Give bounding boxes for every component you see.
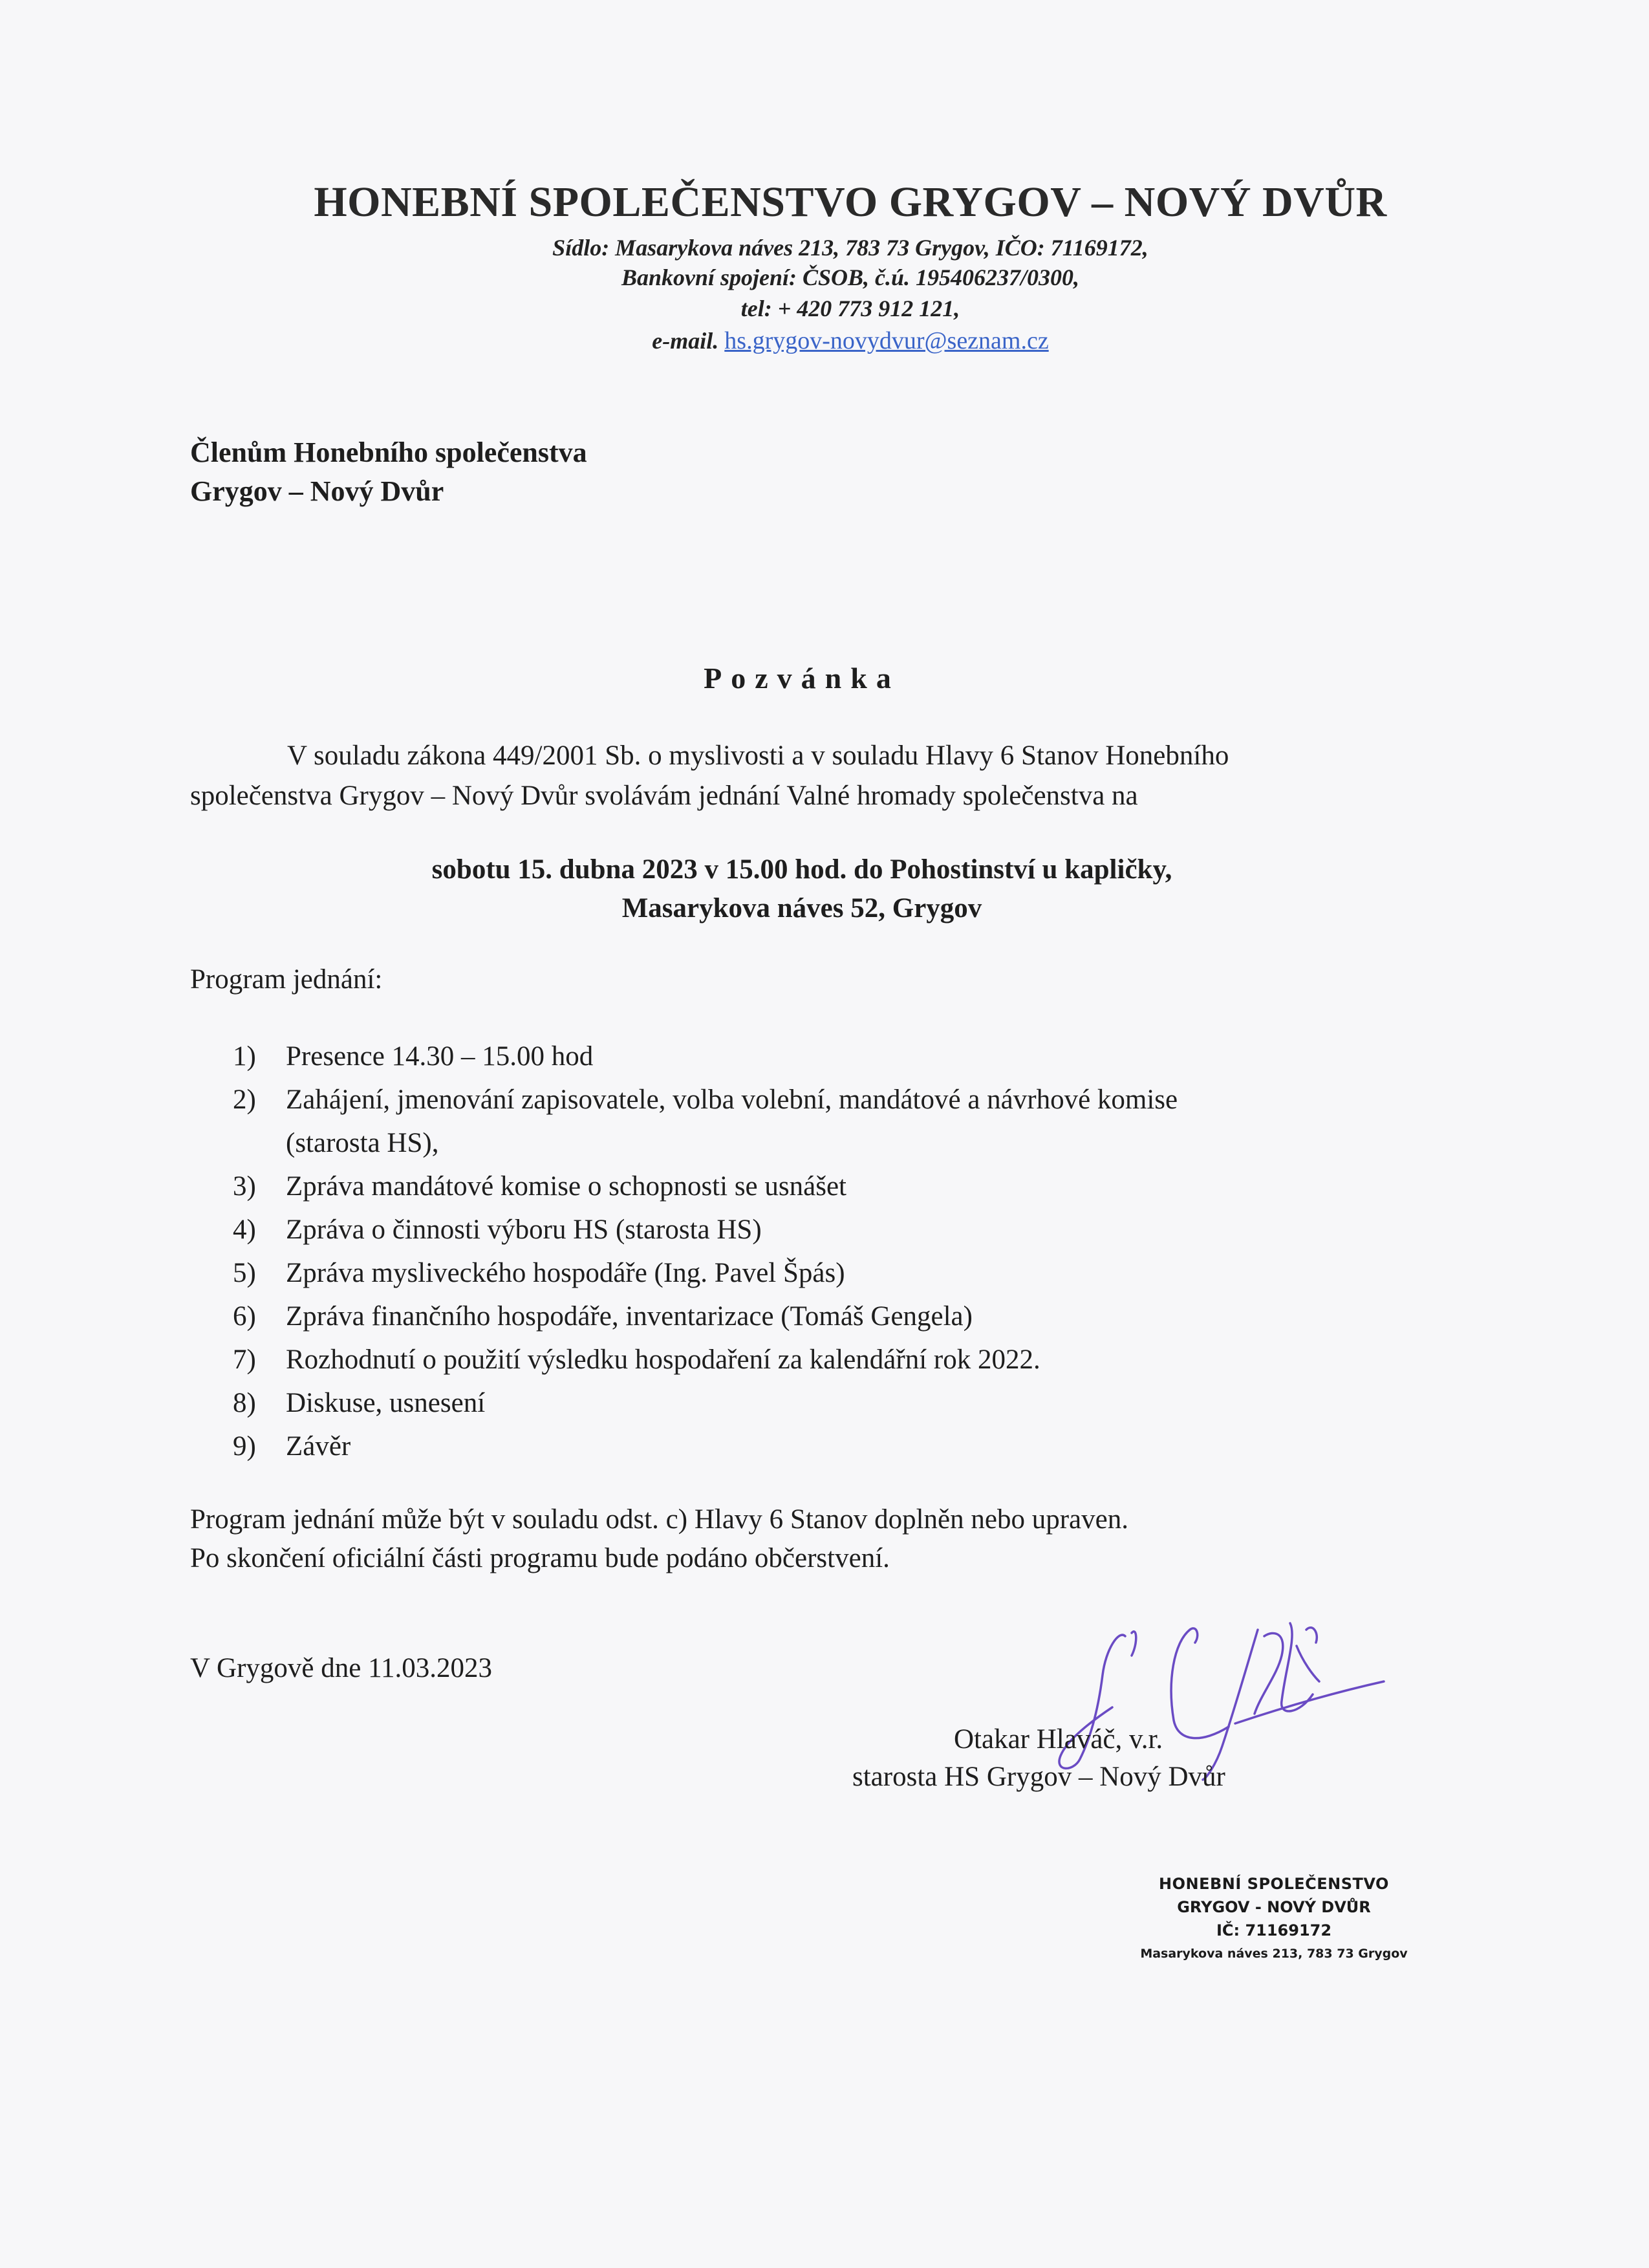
agenda-number: 3) bbox=[233, 1171, 256, 1202]
document-title: Pozvánka bbox=[704, 662, 900, 695]
agenda-item bbox=[233, 1251, 1397, 1295]
agenda-text: Zpráva mandátové komise o schopnosti se usnášet bbox=[286, 1171, 846, 1202]
program-label: Program jednání: bbox=[190, 964, 383, 995]
stamp-line-4: Masarykova náves 213, 783 73 Grygov bbox=[1140, 1947, 1408, 1961]
bank-line: Bankovní spojení: ČSOB, č.ú. 195406237/0300, bbox=[621, 265, 1080, 290]
agenda-text: Zpráva o činnosti výboru HS (starosta HS) bbox=[286, 1215, 762, 1245]
agenda-number: 7) bbox=[233, 1345, 256, 1375]
closing-line-2: Po skončení oficiální části programu bude podáno občerstvení. bbox=[190, 1543, 890, 1573]
agenda-item bbox=[233, 1338, 1397, 1381]
agenda-number: 1) bbox=[233, 1041, 256, 1072]
agenda-item bbox=[233, 1208, 1397, 1251]
intro-line-2: společenstva Grygov – Nový Dvůr svolávám jednání Valné hromady společenstva na bbox=[190, 781, 1138, 811]
stamp-line-1: HONEBNÍ SPOLEČENSTVO bbox=[1159, 1875, 1389, 1893]
agenda-item bbox=[233, 1078, 1397, 1165]
email-label: e-mail. bbox=[652, 328, 719, 354]
address-line: Sídlo: Masarykova náves 213, 783 73 Grygov, IČO: 71169172, bbox=[552, 235, 1148, 261]
agenda-number: 5) bbox=[233, 1258, 256, 1288]
closing-paragraph bbox=[190, 1500, 1451, 1578]
recipient-block bbox=[190, 433, 587, 511]
agenda-item bbox=[233, 1295, 1397, 1338]
agenda-number: 6) bbox=[233, 1301, 256, 1332]
agenda-number: 4) bbox=[233, 1215, 256, 1245]
recipient-line-2: Grygov – Nový Dvůr bbox=[190, 475, 444, 507]
agenda-number: 2) bbox=[233, 1085, 256, 1115]
signer-role: starosta HS Grygov – Nový Dvůr bbox=[852, 1762, 1225, 1792]
agenda-number: 8) bbox=[233, 1388, 256, 1418]
agenda-item bbox=[233, 1035, 1397, 1078]
agenda-text: Zpráva mysliveckého hospodáře (Ing. Pavel Špás) bbox=[286, 1258, 845, 1288]
agenda-item bbox=[233, 1381, 1397, 1425]
agenda-number: 9) bbox=[233, 1431, 256, 1462]
email-line bbox=[0, 327, 1649, 355]
event-address-line: Masarykova náves 52, Grygov bbox=[621, 893, 982, 923]
phone-line: tel: + 420 773 912 121, bbox=[740, 296, 960, 321]
agenda-text: Zahájení, jmenování zapisovatele, volba volební, mandátové a návrhové komise bbox=[286, 1085, 1178, 1115]
agenda-text: Diskuse, usnesení bbox=[286, 1388, 486, 1418]
intro-paragraph bbox=[190, 736, 1451, 816]
signer-name: Otakar Hlaváč, v.r. bbox=[954, 1724, 1163, 1755]
organization-stamp bbox=[1125, 1872, 1423, 1965]
agenda-text: Zpráva finančního hospodáře, inventarizace (Tomáš Gengela) bbox=[286, 1301, 973, 1332]
event-details bbox=[0, 850, 1604, 928]
agenda-list bbox=[233, 1035, 1397, 1468]
organization-title: HONEBNÍ SPOLEČENSTVO GRYGOV – NOVÝ DVŮR bbox=[314, 178, 1387, 226]
email-link[interactable]: hs.grygov-novydvur@seznam.cz bbox=[724, 327, 1049, 354]
agenda-text-continued: (starosta HS), bbox=[286, 1128, 439, 1158]
agenda-text: Rozhodnutí o použití výsledku hospodaření za kalendářní rok 2022. bbox=[286, 1345, 1040, 1375]
agenda-item bbox=[233, 1425, 1397, 1468]
place-and-date: V Grygově dne 11.03.2023 bbox=[190, 1653, 492, 1683]
recipient-line-1: Členům Honebního společenstva bbox=[190, 437, 587, 468]
agenda-text: Závěr bbox=[286, 1431, 351, 1462]
stamp-line-3: IČ: 71169172 bbox=[1216, 1921, 1332, 1939]
closing-line-1: Program jednání může být v souladu odst. c) Hlavy 6 Stanov doplněn nebo upraven. bbox=[190, 1504, 1128, 1535]
event-date-line: sobotu 15. dubna 2023 v 15.00 hod. do Pohostinství u kapličky, bbox=[431, 854, 1172, 885]
stamp-line-2: GRYGOV - NOVÝ DVŮR bbox=[1177, 1898, 1371, 1916]
agenda-text: Presence 14.30 – 15.00 hod bbox=[286, 1041, 594, 1072]
intro-line-1: V souladu zákona 449/2001 Sb. o myslivosti a v souladu Hlavy 6 Stanov Honebního bbox=[287, 740, 1229, 771]
agenda-item bbox=[233, 1165, 1397, 1208]
